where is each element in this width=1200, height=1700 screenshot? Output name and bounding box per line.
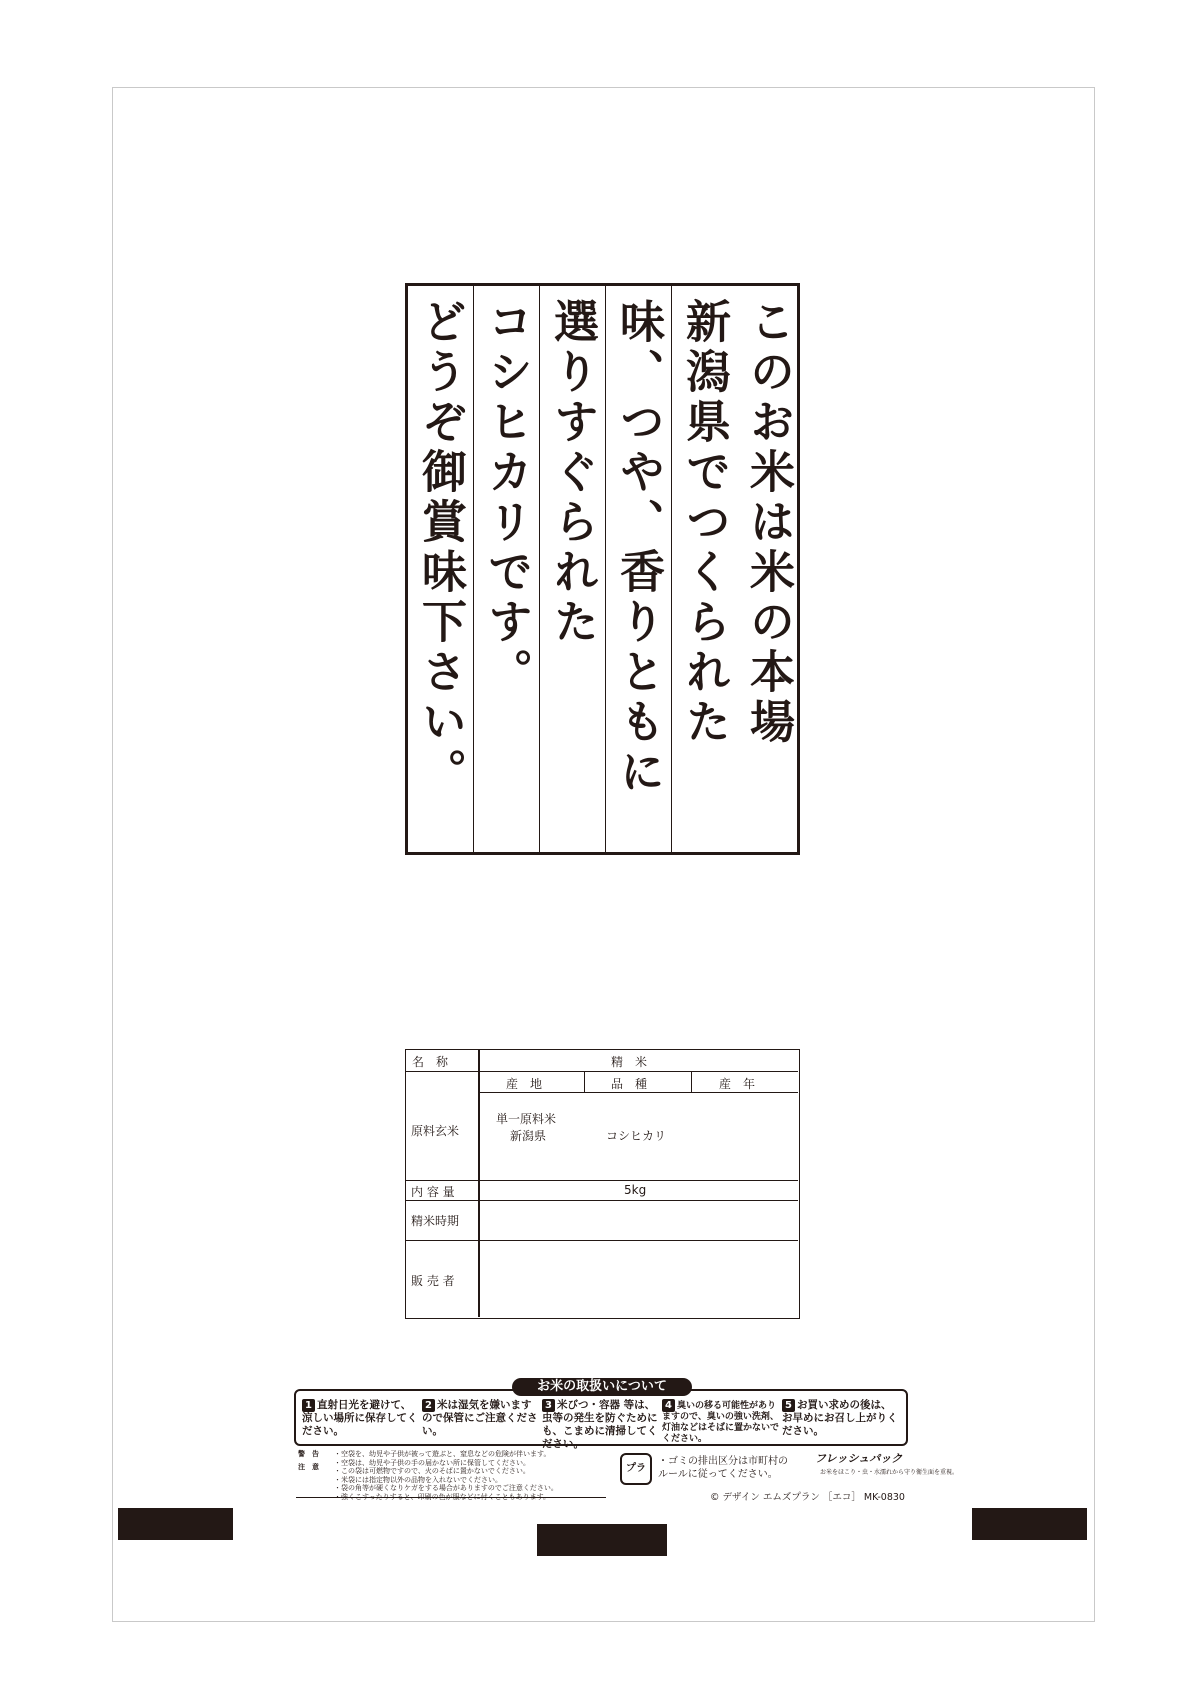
handling-notes-box — [294, 1389, 908, 1450]
warning-line: ・強くこすったりすると、印刷の色が服などに付くこともあります。 — [334, 1492, 551, 1501]
poem-line: コシヒカリです。 — [480, 298, 533, 698]
warning-line: ・空袋は、幼児や子供の手の届かない所に保管してください。 — [334, 1458, 530, 1467]
poem-column — [671, 286, 737, 852]
variety-value: コシヒカリ — [606, 1129, 667, 1143]
registration-block-center — [537, 1524, 667, 1556]
origin-value: 新潟県 — [510, 1129, 547, 1143]
plastic-recycle-icon: プラ — [620, 1453, 652, 1485]
registration-block-right — [972, 1508, 1087, 1540]
poem-line: どうぞ御賞味下さい。 — [414, 298, 467, 798]
volume-header: 内 容 量 — [411, 1185, 455, 1199]
design-credit: © デザイン エムズプラン ［エコ］ MK-0830 — [710, 1492, 905, 1503]
seller-header: 販 売 者 — [411, 1274, 455, 1288]
raw-type: 単一原料米 — [496, 1112, 557, 1126]
warning-line: ・空袋を、幼児や子供が被って遊ぶと、窒息などの危険が伴います。 — [334, 1450, 551, 1458]
poem-line: 味、つや、香りともに — [612, 298, 665, 798]
care-item: 2 米は湿気を嫌いますので保管にご注意ください。 — [422, 1399, 538, 1437]
warning-line: ・米袋には指定物以外の品物を入れないでください。 — [334, 1475, 502, 1484]
poem-line: 選りすぐられた — [546, 298, 599, 648]
care-item: 3 米びつ・容器 等は、虫等の発生を防ぐためにも、こまめに清掃してください。 — [542, 1399, 658, 1450]
origin-column-header: 産 地 — [506, 1077, 543, 1091]
fresh-pack-logo: フレッシュパック — [815, 1452, 903, 1465]
name-header: 名 称 — [412, 1055, 449, 1069]
name-value: 精 米 — [611, 1055, 648, 1069]
handling-title: お米の取扱いについて — [512, 1378, 692, 1396]
warning-tag: 警 告 — [298, 1450, 319, 1458]
fresh-pack-subtext: お米をほこり・虫・水濡れから守り衛生面を重視。 — [820, 1469, 959, 1476]
raw-rice-header: 原料玄米 — [411, 1124, 460, 1138]
warning-line: ・この袋は可燃物ですので、火のそばに置かないでください。 — [334, 1467, 530, 1475]
poem-line: 新潟県でつくられた — [678, 298, 731, 748]
variety-column-header: 品 種 — [611, 1077, 648, 1091]
poem-column — [605, 286, 671, 852]
poem-line: このお米は米の本場 — [742, 298, 795, 748]
care-item: 5 お買い求めの後は、お早めにお召し上がりください。 — [782, 1399, 898, 1437]
garbage-note: ・ゴミの排出区分は市町村のルールに従ってください。 — [658, 1456, 788, 1480]
poem-column — [408, 286, 473, 852]
care-item: 1 直射日光を避けて、涼しい場所に保存してください。 — [302, 1399, 418, 1437]
year-column-header: 産 年 — [719, 1077, 756, 1091]
milled-date-header: 精米時期 — [411, 1214, 460, 1228]
registration-block-left — [118, 1508, 233, 1540]
caution-tag: 注 意 — [298, 1463, 319, 1471]
warning-line: ・袋の角等が硬くなりケガをする場合がありますのでご注意ください。 — [334, 1484, 558, 1492]
poem-column — [737, 286, 800, 852]
poem-panel — [405, 283, 800, 855]
product-label-table — [405, 1049, 800, 1319]
volume-value: 5kg — [624, 1183, 647, 1197]
warning-notes — [296, 1450, 606, 1501]
poem-column — [473, 286, 539, 852]
poem-column — [539, 286, 605, 852]
care-item: 4 臭いの移る可能性がありますので、臭いの強い洗剤、灯油などはそばに置かないでください。 — [662, 1400, 780, 1444]
